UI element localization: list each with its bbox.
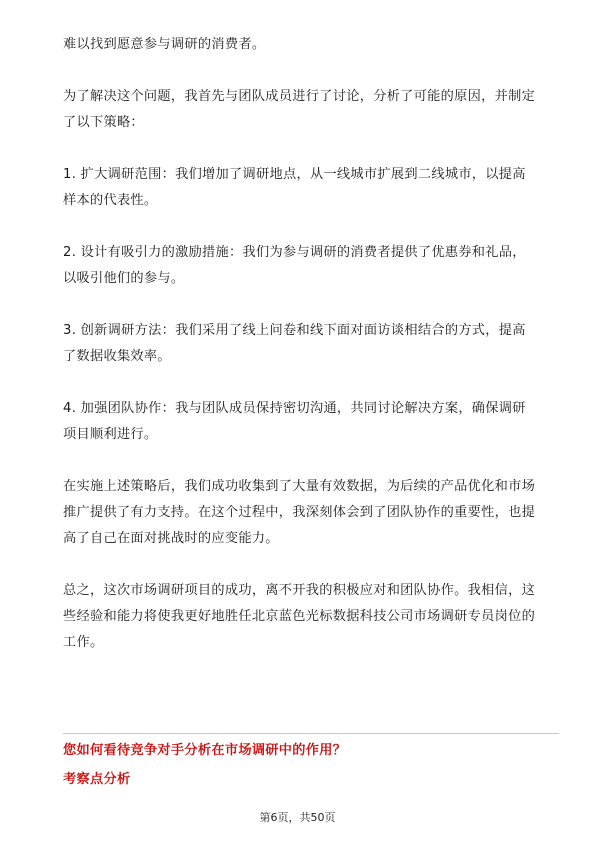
body-text: [63, 32, 539, 682]
question-heading: 您如何看待竞争对手分析在市场调研中的作用？: [63, 743, 347, 758]
paragraph-strategy-3: 3. 创新调研方法：我们采用了线上问卷和线下面对面访谈相结合的方式，提高了数据收集效率。: [63, 323, 526, 364]
paragraph-result: 在实施上述策略后，我们成功收集到了大量有效数据，为后续的产品优化和市场推广提供了有力支持。在这个过程中，我深刻体会到了团队协作的重要性，也提高了自己在面对挑战时的应变能力。: [63, 479, 536, 546]
paragraph-strategy-4: 4. 加强团队协作：我与团队成员保持密切沟通，共同讨论解决方案，确保调研项目顺利进行。: [63, 401, 526, 442]
paragraph-conclusion: 总之，这次市场调研项目的成功，离不开我的积极应对和团队协作。我相信，这些经验和能力将使我更好地胜任北京蓝色光标数据科技公司市场调研专员岗位的工作。: [63, 583, 536, 650]
paragraph-strategy-2: 2. 设计有吸引力的激励措施：我们为参与调研的消费者提供了优惠券和礼品，以吸引他们的参与。: [63, 245, 526, 286]
page-number-footer: 第6页，共50页: [259, 811, 336, 824]
paragraph-continuation: 难以找到愿意参与调研的消费者。: [63, 37, 266, 52]
section-divider: [63, 733, 559, 734]
paragraph-intro: 为了解决这个问题，我首先与团队成员进行了讨论，分析了可能的原因，并制定了以下策略：: [63, 89, 536, 130]
analysis-heading: 考察点分析: [63, 772, 131, 787]
paragraph-strategy-1: 1. 扩大调研范围：我们增加了调研地点，从一线城市扩展到二线城市，以提高样本的代表性。: [63, 167, 526, 208]
